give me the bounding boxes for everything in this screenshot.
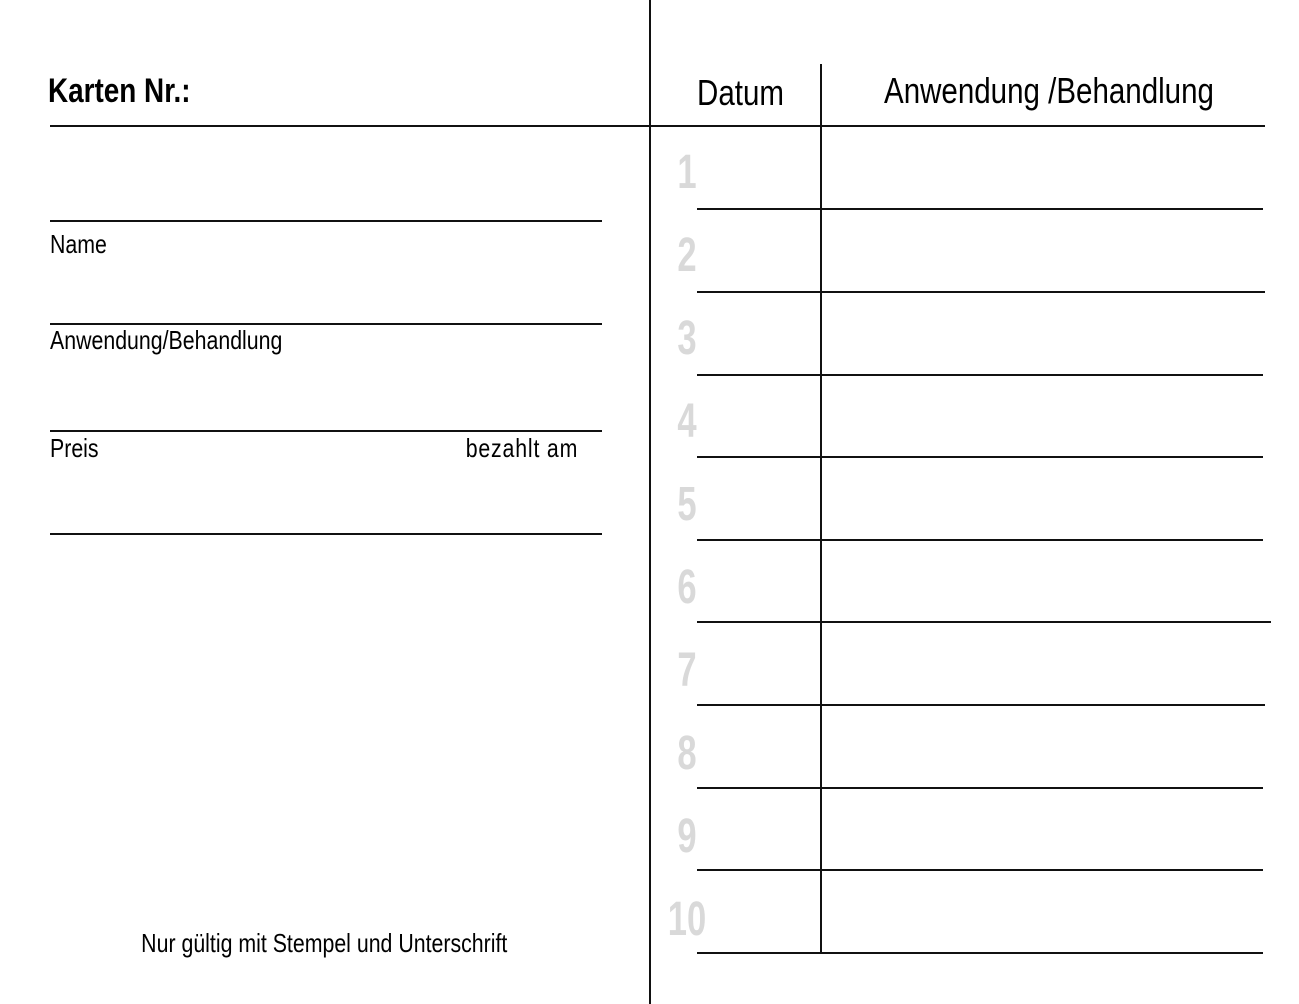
- row-number: 2: [677, 229, 697, 282]
- row-number: 8: [677, 727, 697, 780]
- row-number: 7: [677, 644, 697, 697]
- row-number: 5: [677, 478, 697, 531]
- paid-date-line[interactable]: [50, 533, 602, 535]
- row-number: 3: [677, 312, 697, 365]
- row-line[interactable]: [697, 952, 1263, 954]
- row-number: 4: [677, 395, 697, 448]
- name-label: Name: [50, 229, 107, 259]
- row-line[interactable]: [697, 787, 1263, 789]
- header-rule: [50, 125, 649, 127]
- date-column-header: Datum: [697, 72, 784, 113]
- card-number-label: Karten Nr.:: [48, 72, 191, 110]
- treatment-label: Anwendung/Behandlung: [50, 325, 283, 355]
- row-line[interactable]: [697, 291, 1265, 293]
- name-line[interactable]: [50, 220, 602, 222]
- row-line[interactable]: [697, 869, 1263, 871]
- footer-note-text: Nur gültig mit Stempel und Unterschrift: [141, 928, 508, 958]
- row-line[interactable]: [697, 208, 1263, 210]
- row-line[interactable]: [697, 456, 1263, 458]
- table-header-rule: [651, 125, 1265, 127]
- row-line[interactable]: [697, 621, 1271, 623]
- paid-date-label: bezahlt am: [465, 433, 578, 463]
- row-line[interactable]: [697, 374, 1263, 376]
- row-number: 9: [677, 810, 697, 863]
- treatment-column-header: Anwendung /Behandlung: [884, 70, 1214, 111]
- row-number: 10: [667, 893, 707, 946]
- row-number: 6: [677, 561, 697, 614]
- footer-note: [0, 928, 649, 959]
- row-line[interactable]: [697, 704, 1265, 706]
- fold-line: [649, 0, 651, 1004]
- row-number: 1: [677, 146, 697, 199]
- date-column-divider: [820, 64, 822, 954]
- price-line[interactable]: [50, 430, 602, 432]
- price-label: Preis: [50, 433, 99, 463]
- row-line[interactable]: [697, 539, 1263, 541]
